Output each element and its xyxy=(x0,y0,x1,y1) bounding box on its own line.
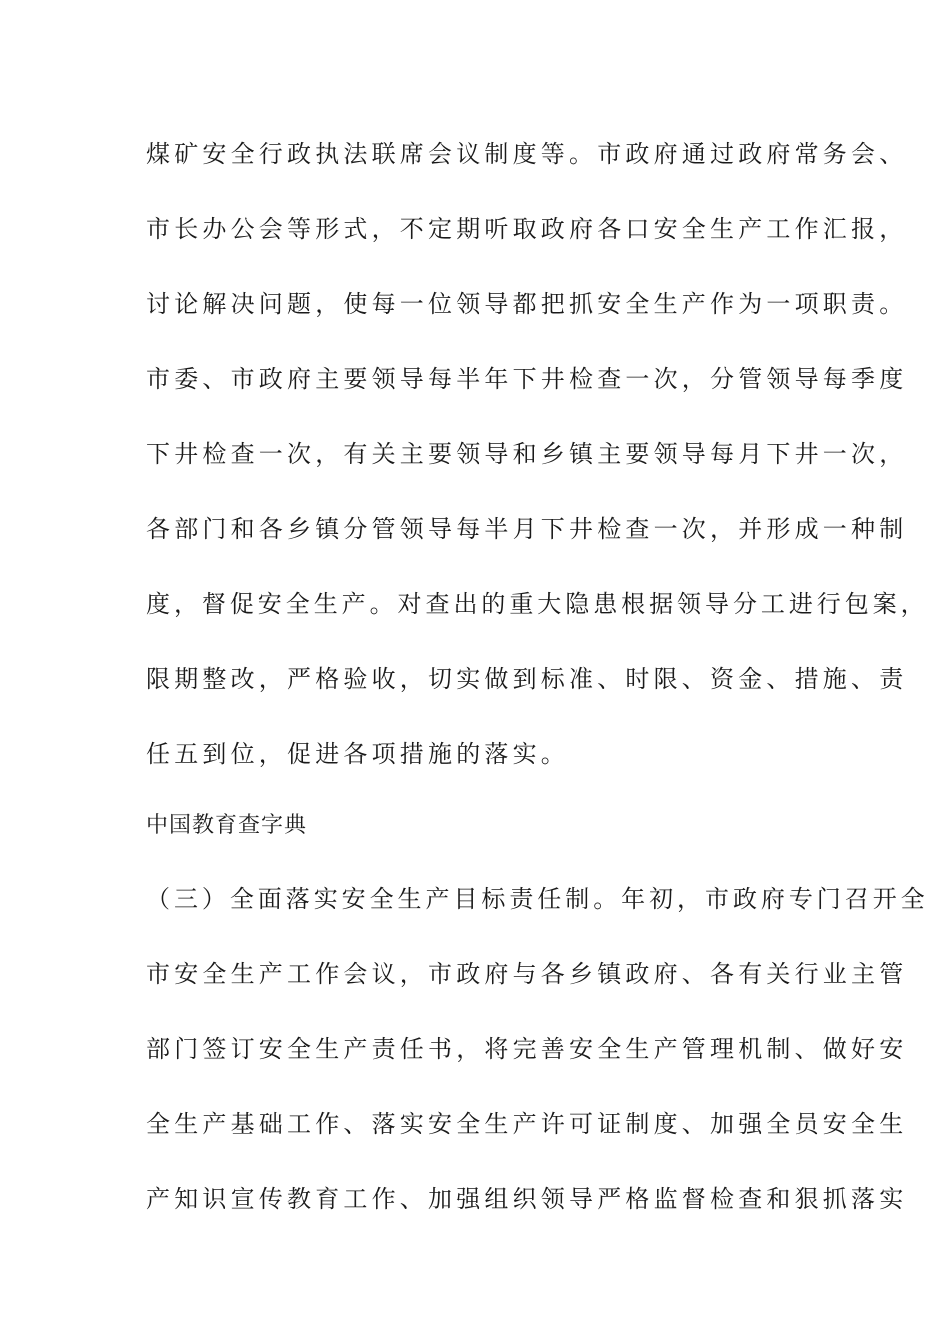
source-label: 中国教育查字典 xyxy=(146,813,308,838)
paragraph-line: 讨论解决问题，使每一位领导都把抓安全生产作为一项职责。 xyxy=(146,290,908,318)
paragraph-line: 煤矿安全行政执法联席会议制度等。市政府通过政府常务会、 xyxy=(146,140,908,168)
paragraph-line: 全生产基础工作、落实安全生产许可证制度、加强全员安全生 xyxy=(146,1110,908,1138)
paragraph-line: 产知识宣传教育工作、加强组织领导严格监督检查和狠抓落实 xyxy=(146,1185,908,1213)
paragraph-line: 各部门和各乡镇分管领导每半月下井检查一次，并形成一种制 xyxy=(146,515,908,543)
paragraph-line: 限期整改，严格验收，切实做到标准、时限、资金、措施、责 xyxy=(146,665,908,693)
paragraph-line: 度，督促安全生产。对查出的重大隐患根据领导分工进行包案， xyxy=(146,590,929,618)
paragraph-line: 市安全生产工作会议，市政府与各乡镇政府、各有关行业主管 xyxy=(146,960,908,988)
paragraph-line: 市长办公会等形式，不定期听取政府各口安全生产工作汇报， xyxy=(146,215,908,243)
paragraph-line: 下井检查一次，有关主要领导和乡镇主要领导每月下井一次， xyxy=(146,440,908,468)
paragraph-line: 部门签订安全生产责任书，将完善安全生产管理机制、做好安 xyxy=(146,1035,908,1063)
paragraph-line: （三）全面落实安全生产目标责任制。年初，市政府专门召开全 xyxy=(146,885,929,913)
paragraph-line: 市委、市政府主要领导每半年下井检查一次，分管领导每季度 xyxy=(146,365,908,393)
paragraph-line: 任五到位，促进各项措施的落实。 xyxy=(146,740,569,768)
